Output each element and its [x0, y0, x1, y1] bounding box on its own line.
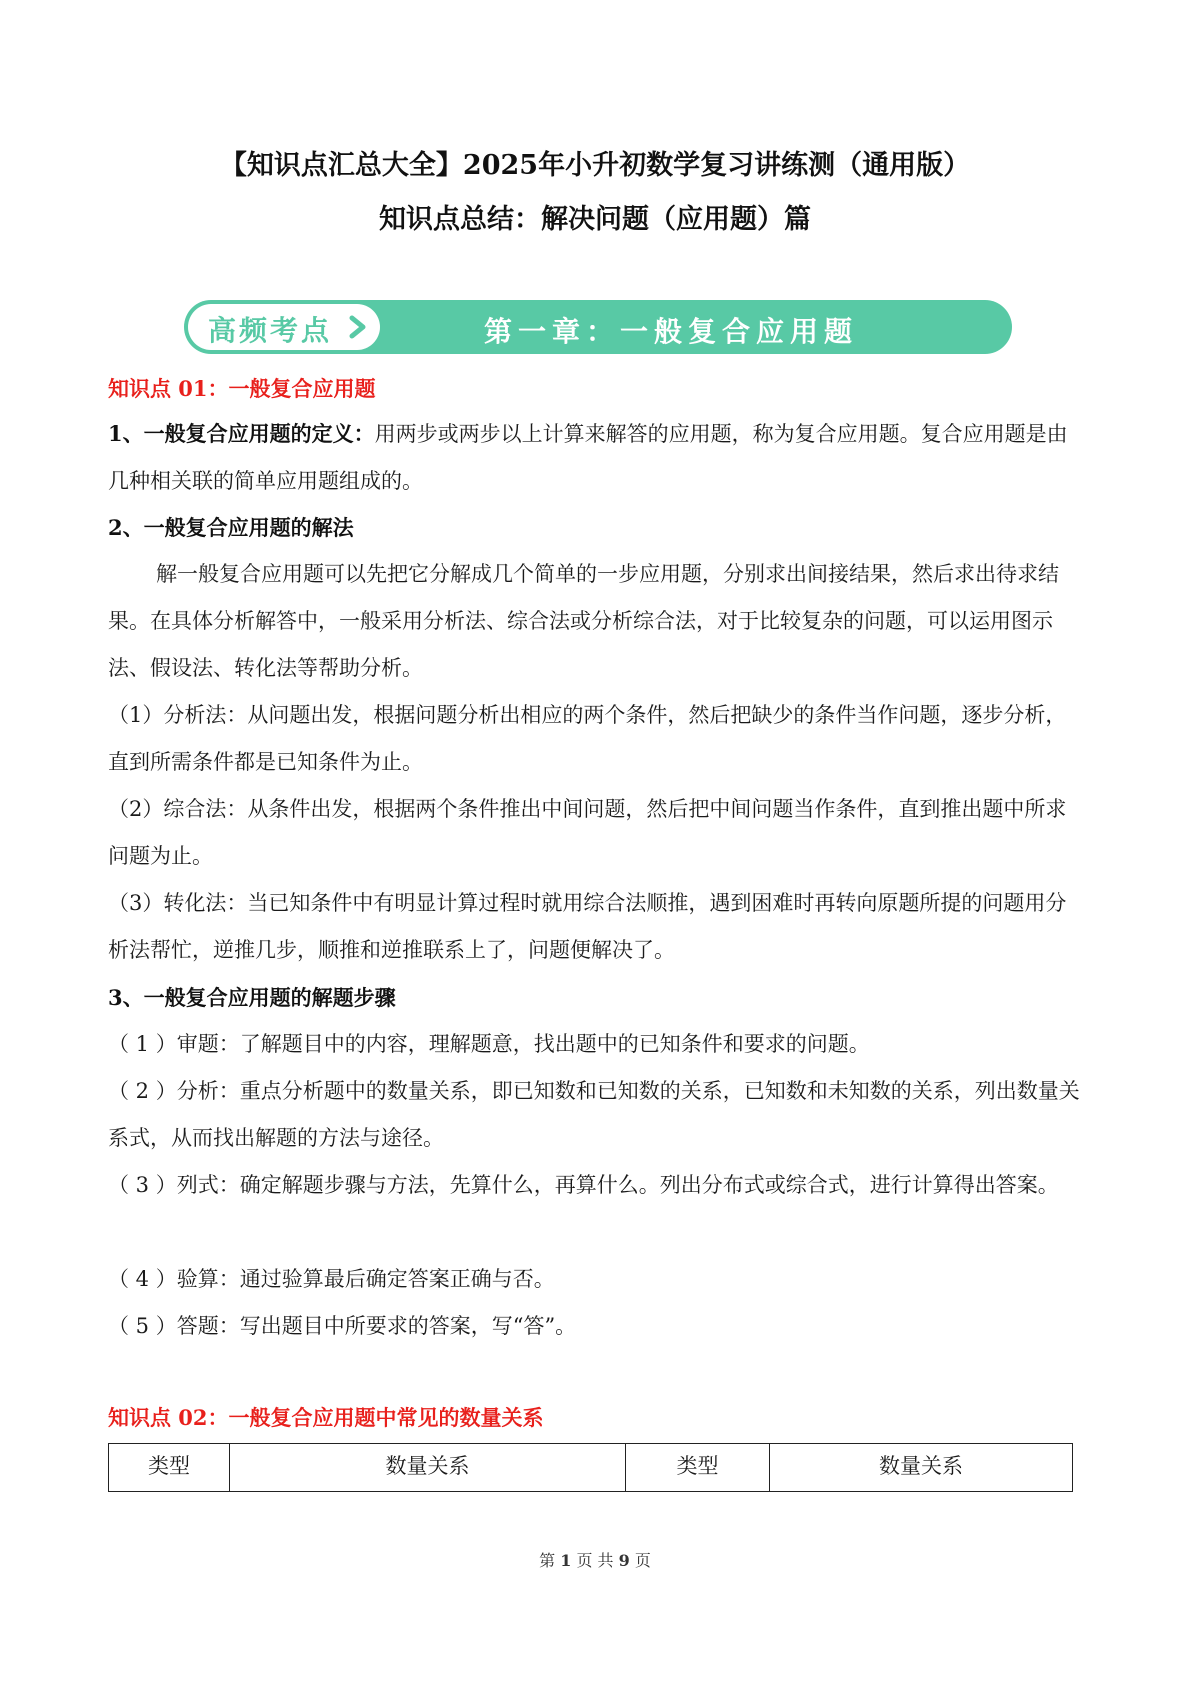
method-item-conversion: （3）转化法：当已知条件中有明显计算过程时就用综合法顺推，遇到困难时再转向原题所提的问题用分析法帮忙，逆推几步，顺推和逆推联系上了，问题便解决了。	[108, 891, 1067, 962]
table-header-cell: 类型	[109, 1444, 230, 1492]
steps-heading	[108, 974, 1086, 1022]
method-heading-text: 2、一般复合应用题的解法	[108, 515, 354, 540]
banner-badge	[188, 304, 380, 350]
page-footer	[0, 1548, 1190, 1571]
definition-text: 用两步或两步以上计算来解答的应用题，称为复合应用题。复合应用题是由几种相关联的简单应用题组成的。	[108, 422, 1068, 493]
page-number: 1	[560, 1551, 572, 1570]
method-item-analysis: （1）分析法：从问题出发，根据问题分析出相应的两个条件，然后把缺少的条件当作问题，逐步分析，直到所需条件都是已知条件为止。	[108, 703, 1067, 774]
document-subtitle: 知识点总结：解决问题（应用题）篇	[379, 204, 811, 235]
banner-badge-text: 高频考点	[208, 314, 333, 347]
footer-text: 页	[634, 1551, 651, 1570]
document-title: 【知识点汇总大全】2025年小升初数学复习讲练测（通用版）	[219, 150, 971, 181]
table-header-row	[109, 1444, 1073, 1492]
table-header-cell: 数量关系	[770, 1444, 1073, 1492]
section-heading-02: 知识点 02：一般复合应用题中常见的数量关系	[108, 1405, 544, 1430]
footer-text: 页 共	[576, 1551, 614, 1570]
table-header-cell: 数量关系	[230, 1444, 626, 1492]
chapter-banner	[184, 300, 1012, 354]
method-intro: 解一般复合应用题可以先把它分解成几个简单的一步应用题，分别求出间接结果，然后求出待求结果。在具体分析解答中，一般采用分析法、综合法或分析综合法，对于比较复杂的问题，可以运用图示法、假设法、转化法等帮助分析。	[108, 562, 1059, 680]
page-total: 9	[618, 1551, 630, 1570]
chevron-right-icon	[346, 315, 370, 339]
section-heading-01: 知识点 01：一般复合应用题	[108, 376, 376, 401]
table-header-cell: 类型	[626, 1444, 770, 1492]
step-item: （ 4 ）验算：通过验算最后确定答案正确与否。	[108, 1267, 555, 1291]
steps-heading-text: 3、一般复合应用题的解题步骤	[108, 985, 396, 1010]
method-item-synthesis: （2）综合法：从条件出发，根据两个条件推出中间问题，然后把中间问题当作条件，直到推出题中所求问题为止。	[108, 797, 1067, 868]
definition-label: 1、一般复合应用题的定义：	[108, 421, 375, 446]
step-item: （ 3 ）列式：确定解题步骤与方法，先算什么，再算什么。列出分布式或综合式，进行计算得出答案。	[108, 1173, 1059, 1197]
method-heading	[108, 504, 1086, 552]
banner-chapter-title: 第一章：一般复合应用题	[484, 315, 859, 348]
definition-paragraph	[108, 410, 1086, 505]
step-item: （ 1 ）审题：了解题目中的内容，理解题意，找出题中的已知条件和要求的问题。	[108, 1032, 870, 1056]
step-item: （ 5 ）答题：写出题目中所要求的答案，写“答”。	[108, 1314, 577, 1338]
footer-text: 第	[539, 1551, 556, 1570]
quantity-relation-table	[108, 1443, 1073, 1492]
step-item: （ 2 ）分析：重点分析题中的数量关系，即已知数和已知数的关系，已知数和未知数的关系，列出数量关系式，从而找出解题的方法与途径。	[108, 1079, 1080, 1150]
